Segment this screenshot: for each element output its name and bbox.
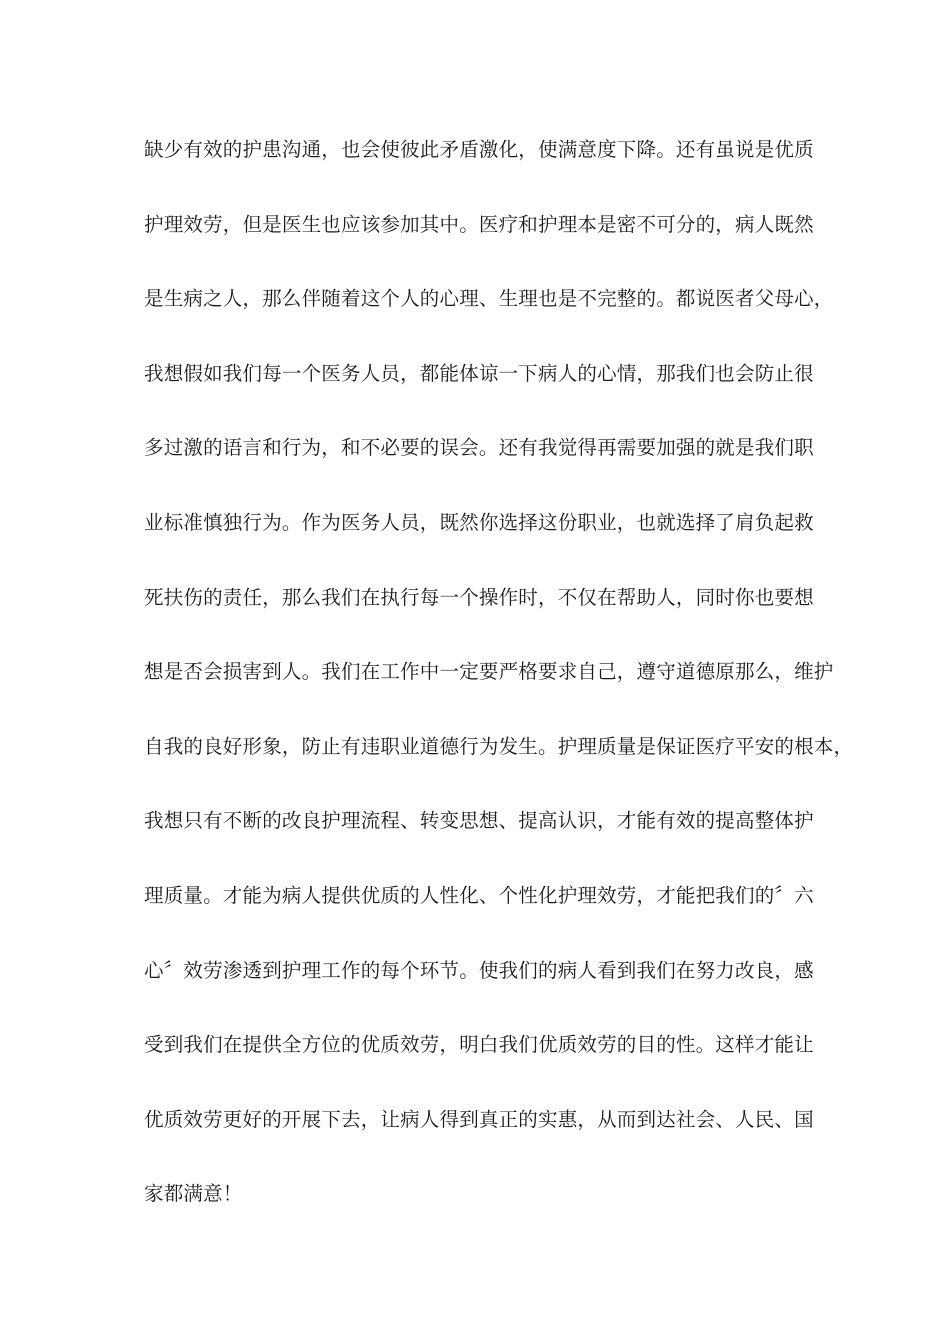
body-paragraph [144, 128, 854, 1247]
text-line: 家都满意！ [144, 1182, 243, 1206]
text-line: 死扶伤的责任，那么我们在执行每一个操作时，不仅在帮助人，同时你也要想 [144, 585, 814, 609]
text-line: 我想假如我们每一个医务人员，都能体谅一下病人的心情，那我们也会防止很 [144, 361, 814, 385]
text-line: 我想只有不断的改良护理流程、转变思想、提高认识，才能有效的提高整体护 [144, 809, 814, 833]
text-line: 想是否会损害到人。我们在工作中一定要严格要求自己，遵守道德原那么，维护 [144, 660, 834, 684]
text-line: 护理效劳，但是医生也应该参加其中。医疗和护理本是密不可分的，病人既然 [144, 212, 814, 236]
text-line: 是生病之人，那么伴随着这个人的心理、生理也是不完整的。都说医者父母心， [144, 287, 834, 311]
text-line: 业标准慎独行为。作为医务人员，既然你选择这份职业，也就选择了肩负起救 [144, 510, 814, 534]
text-line: 优质效劳更好的开展下去，让病人得到真正的实惠，从而到达社会、人民、国 [144, 1107, 814, 1131]
text-line: 心〞效劳渗透到护理工作的每个环节。使我们的病人看到我们在努力改良，感 [144, 958, 814, 982]
text-line: 自我的良好形象，防止有违职业道德行为发生。护理质量是保证医疗平安的根本， [144, 734, 854, 758]
text-line: 多过激的语言和行为，和不必要的误会。还有我觉得再需要加强的就是我们职 [144, 436, 814, 460]
text-line: 受到我们在提供全方位的优质效劳，明白我们优质效劳的目的性。这样才能让 [144, 1033, 814, 1057]
text-line: 理质量。才能为病人提供优质的人性化、个性化护理效劳，才能把我们的〞六 [144, 883, 814, 907]
text-line: 缺少有效的护患沟通，也会使彼此矛盾激化，使满意度下降。还有虽说是优质 [144, 138, 814, 161]
